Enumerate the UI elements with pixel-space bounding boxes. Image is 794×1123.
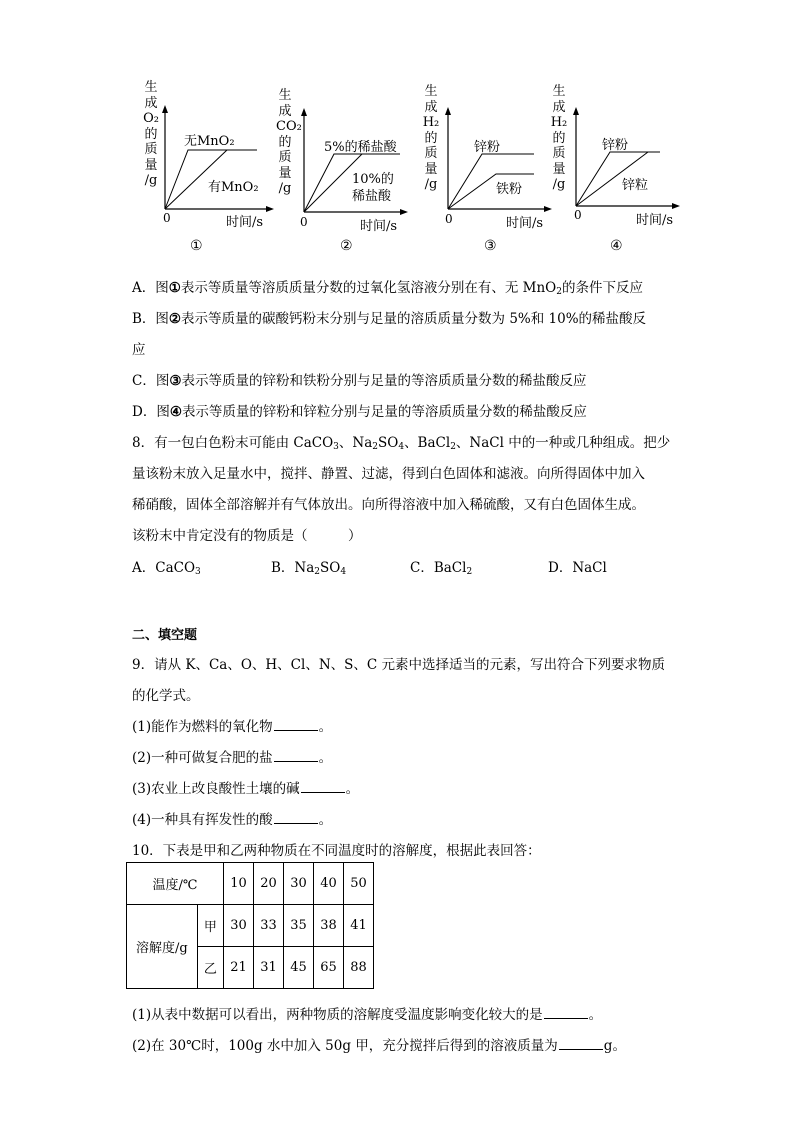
q9-item-3: (3)农业上改良酸性土壤的碱 。 (132, 781, 360, 797)
figure-number: ① (190, 238, 203, 254)
q8-option-a: A．CaCO$_3$ (132, 560, 201, 577)
y-axis-label: 生 成 CO₂ 的 质 量 /g (276, 88, 302, 196)
answer-blank[interactable] (301, 781, 345, 793)
q7-option-b-cont: 应 (132, 342, 146, 358)
substance-name: 乙 (197, 947, 223, 989)
table-cell: 30 (224, 905, 254, 947)
q10-sub-1: (1)从表中数据可以看出，两种物质的溶解度受温度影响变化较大的是 。 (132, 1007, 603, 1023)
y-axis-label: 生 成 H₂ 的 质 量 /g (550, 84, 568, 192)
x-axis-label: 时间/s (636, 213, 674, 228)
curve-label: 有MnO₂ (208, 180, 259, 195)
curve-label: 10%的 (352, 172, 394, 187)
q8-option-d: D．NaCl (548, 560, 607, 576)
table-cell: 88 (344, 947, 374, 989)
origin-label: 0 (163, 211, 171, 225)
table-cell: 10 (224, 863, 254, 905)
curve-label: 铁粉 (496, 182, 523, 197)
q7-option-c: C．图③表示等质量的锌粉和铁粉分别与足量的等溶质质量分数的稀盐酸反应 (132, 373, 587, 389)
answer-blank[interactable] (274, 750, 318, 762)
q8-option-b: B．$Na_2SO_4$ (271, 560, 347, 577)
figure-number: ③ (484, 238, 497, 254)
x-axis-label: 时间/s (360, 219, 398, 234)
curve-label: 锌粉 (474, 140, 501, 155)
curve-label: 锌粒 (622, 178, 649, 193)
table-row (127, 863, 374, 905)
figure-number: ② (340, 238, 353, 254)
origin-label: 0 (574, 208, 582, 222)
table-cell: 33 (254, 905, 284, 947)
table-cell: 21 (224, 947, 254, 989)
q9-line-2: 的化学式。 (132, 688, 200, 704)
y-axis-label: 生 成 O₂ 的 质 量 /g (143, 80, 159, 188)
x-axis-label: 时间/s (226, 215, 264, 230)
table-cell: 50 (344, 863, 374, 905)
x-axis-label: 时间/s (506, 216, 544, 231)
q7-option-d: D．图④表示等质量的锌粉和锌粒分别与足量的等溶质质量分数的稀盐酸反应 (132, 404, 587, 420)
q8-line-2: 量该粉末放入足量水中，搅拌、静置、过滤，得到白色固体和滤液。向所得固体中加入 (132, 466, 645, 482)
q10-intro: 10．下表是甲和乙两种物质在不同温度时的溶解度，根据此表回答： (132, 843, 541, 859)
y-axis-label: 生 成 H₂ 的 质 量 /g (422, 84, 440, 192)
table-cell: 41 (344, 905, 374, 947)
q9-item-2: (2)一种可做复合肥的盐 。 (132, 750, 333, 766)
table-cell: 30 (284, 863, 314, 905)
figure-number: ④ (610, 238, 623, 254)
curve-label: 锌粉 (602, 138, 629, 153)
q9-item-4: (4)一种具有挥发性的酸 。 (132, 812, 333, 828)
table-cell: 38 (314, 905, 344, 947)
q8-line-1: 8．有一包白色粉末可能由 CaCO$_3$、$Na_2SO_4$、BaCl$_2$、NaCl 中的一种或几种组成。把少 (132, 435, 671, 452)
curve-label: 稀盐酸 (352, 189, 392, 204)
answer-blank[interactable] (274, 812, 318, 824)
q8-line-4: 该粉末中肯定没有的物质是（ ） (132, 528, 362, 544)
q7-option-b: B．图②表示等质量的碳酸钙粉末分别与足量的溶质质量分数为 5%和 10%的稀盐酸反 (132, 311, 647, 327)
answer-blank[interactable] (544, 1007, 588, 1019)
q7-option-a: A．图①表示等质量等溶质质量分数的过氧化氢溶液分别在有、无 MnO$_2$的条件下反应 (132, 280, 643, 297)
q9-line-1: 9．请从 K、Ca、O、H、Cl、N、S、C 元素中选择适当的元素，写出符合下列要求物质 (132, 657, 666, 673)
curve-label: 无MnO₂ (184, 134, 235, 149)
solubility-table (126, 862, 374, 989)
table-cell: 35 (284, 905, 314, 947)
q8-option-c: C．BaCl$_2$ (410, 560, 473, 577)
table-row (127, 905, 374, 947)
table-cell: 40 (314, 863, 344, 905)
temp-header: 温度/℃ (127, 863, 224, 905)
origin-label: 0 (300, 215, 308, 229)
answer-blank[interactable] (274, 719, 318, 731)
origin-label: 0 (445, 212, 453, 226)
q8-line-3: 稀硝酸，固体全部溶解并有气体放出。向所得溶液中加入稀硫酸，又有白色固体生成。 (132, 497, 645, 513)
q10-sub-2: (2)在 30℃时，100g 水中加入 50g 甲，充分搅拌后得到的溶液质量为 g。 (132, 1038, 626, 1054)
q9-item-1: (1)能作为燃料的氧化物 。 (132, 719, 333, 735)
table-cell: 45 (284, 947, 314, 989)
solubility-header: 溶解度/g (127, 905, 198, 989)
section-title: 二、填空题 (132, 628, 198, 643)
table-cell: 31 (254, 947, 284, 989)
curve-label: 5%的稀盐酸 (324, 140, 397, 155)
answer-blank[interactable] (559, 1038, 603, 1050)
table-cell: 20 (254, 863, 284, 905)
figure-2-plot (276, 78, 416, 238)
substance-name: 甲 (197, 905, 223, 947)
table-cell: 65 (314, 947, 344, 989)
